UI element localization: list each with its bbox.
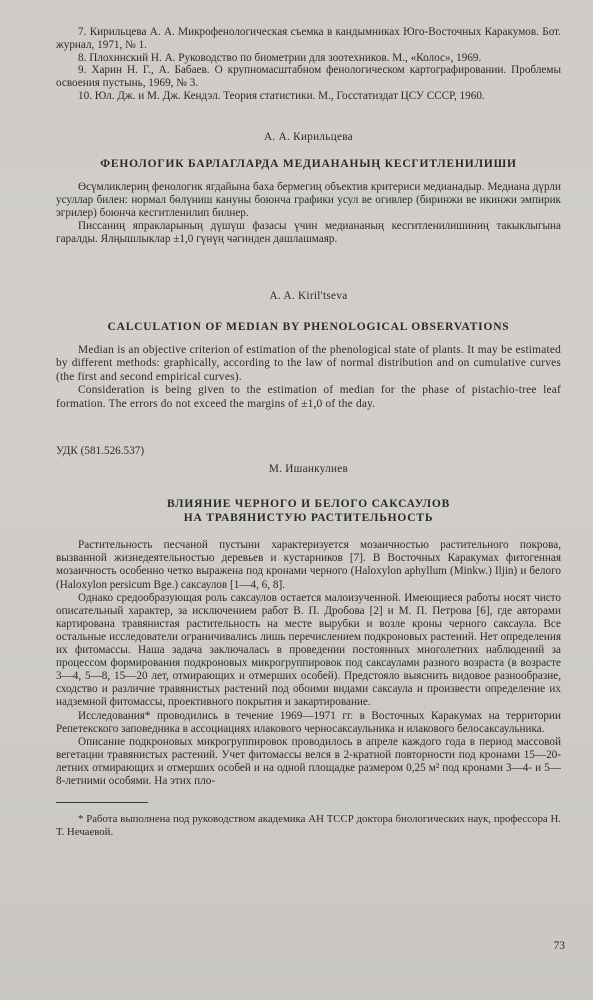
abstract-title: CALCULATION OF MEDIAN BY PHENOLOGICAL OBSERVATIONS <box>107 320 510 333</box>
article <box>56 445 561 839</box>
abstract-paragraph: Median is an objective criterion of estimation of the phenological state of plants. It may be estimated by different methods: graphically, according to the law of normal distribution and on cumulative curves (the first and second empirical curves). <box>56 343 561 383</box>
reference-item: 8. Плохинский Н. А. Руководство по биометрии для зоотехников. М., «Колос», 1969. <box>78 51 482 64</box>
article-author: М. Ишанкулиев <box>268 463 349 476</box>
article-title: ВЛИЯНИЕ ЧЕРНОГО И БЕЛОГО САКСАУЛОВ <box>166 498 451 511</box>
reference-item: 7. Кирильцева А. А. Микрофенологическая съемка в кандымниках Юго-Восточных Каракумов. Бот. журнал, 1971, № 1. <box>56 26 561 51</box>
body-paragraph: Однако средообразующая роль саксаулов остается малоизученной. Имеющиеся работы носят чисто описательный характер, за исключением работ В. П. Дробова [2] и М. П. Петрова [6], где авторами картирована травянистая растительность на месте вырубки и возле кроны черного саксаула. Все остальные исследователи ограничивались лишь перечислением подкроновых растений. Нет определения их фитомассы. Наша задача заключалась в проведении постоянных многолетних наблюдений за процессом формирования подкроновых микрогруппировок под саксаулами разного возраста (в возрасте 3—4, 5—8, 15—20 лет, отмирающих и отмерших особей). Предстояло выяснить видовое разнообразие, сходство и различие травянистых растений под обоими видами саксаула и произвести определение их надземной фитомассы, проективного покрытия и закартирование. <box>56 591 561 709</box>
body-paragraph: Описание подкроновых микрогруппировок проводилось в апреле каждого года в период массовой вегетации травянистых растений. Учет фитомассы велся в 2-кратной повторности под кронами 15—20-летних отмирающих и отмерших особей и на одной площадке размером 0,25 м² под кронами 3—4- и 5—8-летними особями. На этих пло- <box>56 735 561 787</box>
english-abstract <box>56 290 561 412</box>
reference-item: 10. Юл. Дж. и М. Дж. Кендэл. Теория статистики. М., Госстатиздат ЦСУ СССР, 1960. <box>78 89 485 102</box>
reference-item: 9. Харин Н. Г., А. Бабаев. О крупномасштабном фенологическом картографировании. Проблемы освоения пустынь, 1969, № 3. <box>56 64 561 90</box>
abstract-paragraph: Consideration is being given to the estimation of median for the phase of pistachio-tree leaf formation. The errors do not exceed the margins of ±1,0 of the day. <box>56 384 561 410</box>
page-number: 73 <box>553 940 565 952</box>
abstract-title: ФЕНОЛОГИК БАРЛАГЛАРДА МЕДИАНАНЫҢ КЕСГИТЛЕНИЛИШИ <box>100 157 517 170</box>
footnote-divider <box>56 802 148 803</box>
abstract-author: A. A. Kiril'tseva <box>269 289 348 302</box>
reference-list <box>56 26 561 103</box>
abstract-paragraph: Писсаниң япракларының дүшүш фазасы үчин медиананың кесгитленилишиниң такыклыгына гаралды. Ялңышлыклар ±1,0 гүнүң чәгинден дашлашмаяр. <box>56 219 561 245</box>
body-paragraph: Исследования* проводились в течение 1969—1971 гг. в Восточных Каракумах на территории Репетекского заповедника в ассоциациях илакового черносаксаульника и илакового белосаксаульника. <box>56 709 561 735</box>
body-paragraph: Растительность песчаной пустыни характеризуется мозаичностью растительного покрова, вызванной жизнедеятельностью деревьев и кустарников [7]. В Восточных Каракумах фитогенная мозаичность особенно четко выражена под кронами черного (Haloxylon aphyllum (Minkw.) Iljin) и белого (Haloxylon persicum Bge.) саксаулов [1—4, 6, 8]. <box>56 539 561 591</box>
turkmen-abstract <box>56 131 561 246</box>
footnote: * Работа выполнена под руководством академика АН ТССР доктора биологических наук, профессора Н. Т. Нечаевой. <box>56 813 561 839</box>
article-title: НА ТРАВЯНИСТУЮ РАСТИТЕЛЬНОСТЬ <box>183 512 434 525</box>
abstract-author: А. А. Кирильцева <box>264 130 353 143</box>
udk-code: УДК (581.526.537) <box>56 445 145 458</box>
abstract-paragraph: Өсүмликлериң фенологик ягдайына баха бермегиң объектив критериси медианадыр. Медиана дүрли усуллар билен: нормал бөлүниш кануны боюнча графики усул ве огивлер (биринжи ве икинжи эмпирик эгрилер) боюнча кесгитленилип билнер. <box>56 180 561 219</box>
